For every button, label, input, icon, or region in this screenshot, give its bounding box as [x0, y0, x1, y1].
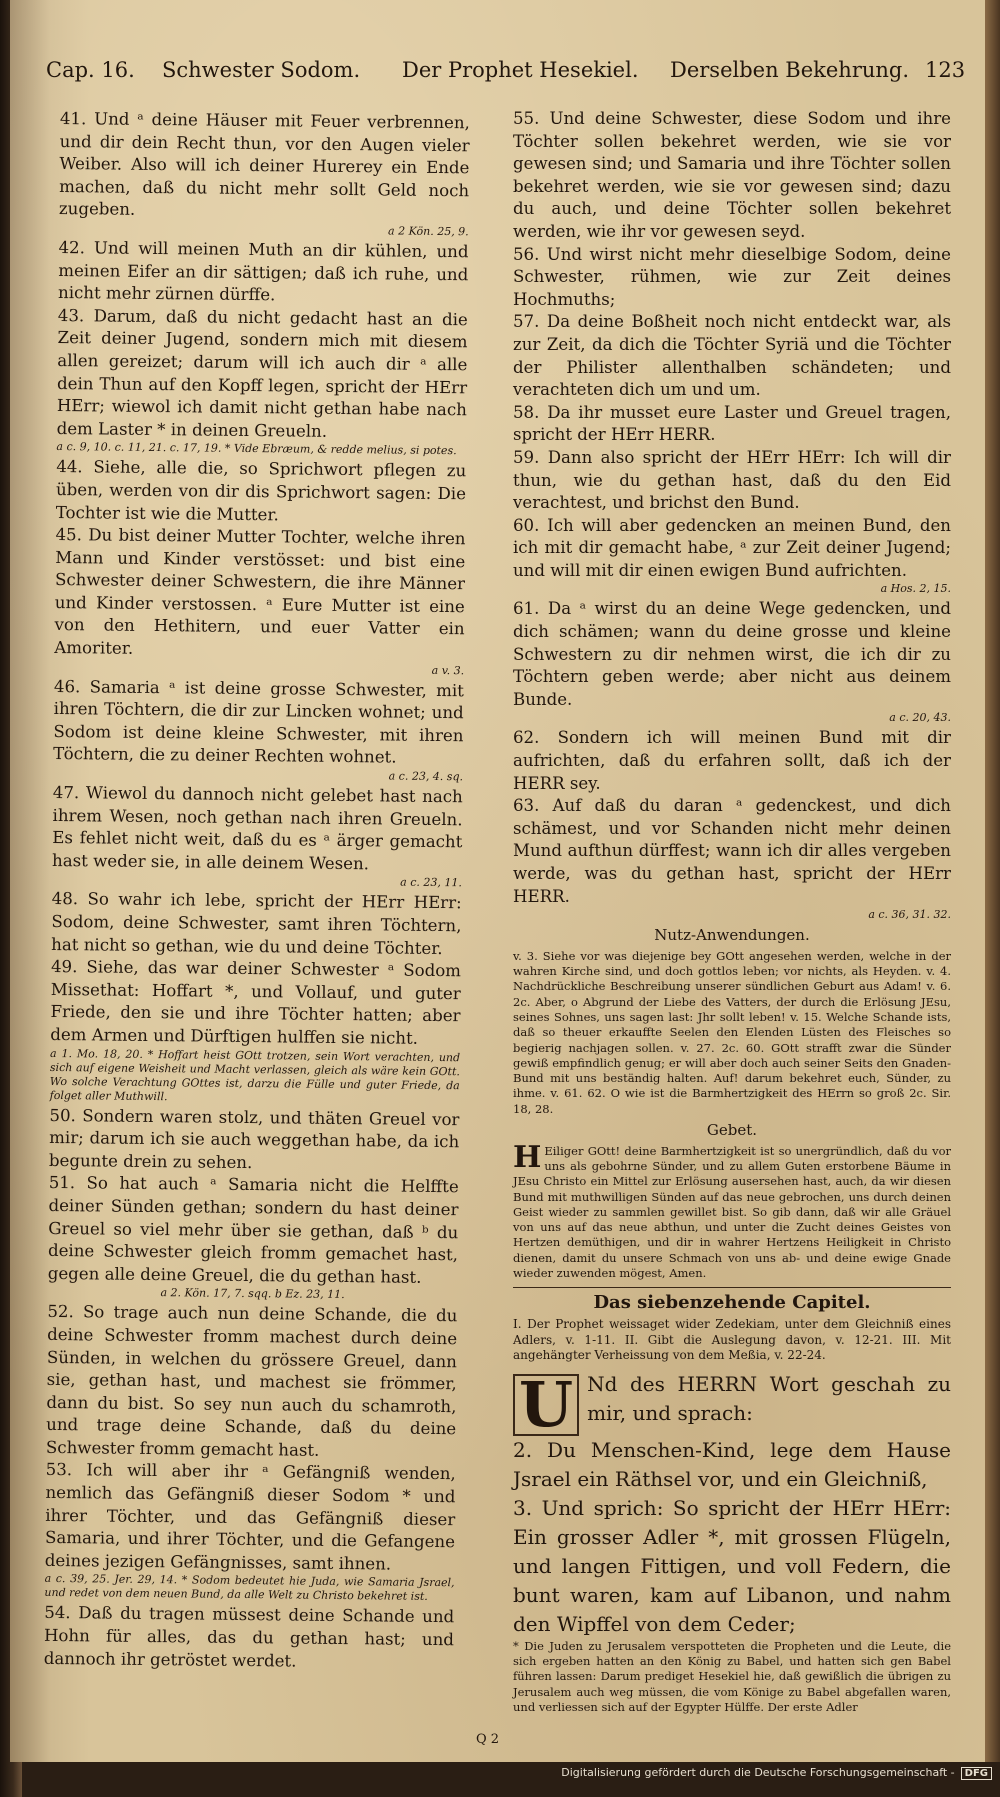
- cross-reference: a c. 9, 10. c. 11, 21. c. 17, 19. * Vide Ebræum, & redde melius, si potes.: [56, 440, 457, 458]
- verse-54: 54. Daß du tragen müssest deine Schande und Hohn für alles, das du gethan hast; und dannoch ihr getröstet werdet.: [43, 1603, 455, 1671]
- signature-mark: Q 2: [476, 1732, 500, 1747]
- verse-62: 62. Sondern ich will meinen Bund mit dir aufrichten, daß du erfahren sollt, daß ich der HERR sey.: [513, 728, 951, 793]
- verse-17-3: 3. Und sprich: So spricht der HErr HErr: Ein grosser Adler *, mit grossen Flügeln, und langen Fittigen, und voll Federn, die bunt waren, kam auf Libanon, und nahm den Wipffel von dem Ceder;: [513, 1495, 951, 1636]
- chapter-17-opening: [513, 1367, 951, 1441]
- page-edge: [985, 0, 1000, 1762]
- verse-55: 55. Und deine Schwester, diese Sodom und ihre Töchter sollen bekehret werden, wie sie vor gewesen sind; und Samaria und ihre Töchter sollen bekehret werden, wie sie vor gewesen sind; dazu du auch, und deine Töchter sollen bekehret werden, wie ihr vor gewesen seyd.: [513, 109, 951, 241]
- running-header: [10, 58, 988, 98]
- chapter-17-summary: I. Der Prophet weissaget wider Zedekiam, unter dem Gleichniß eines Adlers, v. 1-11. II. Gibt die Auslegung davon, v. 12-21. III. Mit angehängter Verheissung von dem Meßia, v. 22-24.: [513, 1316, 951, 1363]
- verse-48: 48. So wahr ich lebe, spricht der HErr HErr: Sodom, deine Schwester, samt ihren Töchtern, hat nicht so gethan, wie du und deine Töchter.: [51, 889, 462, 958]
- verse-17-2: 2. Du Menschen-Kind, lege dem Hause Jsrael ein Räthsel vor, und ein Gleichniß,: [513, 1437, 951, 1491]
- verse-46: 46. Samaria ᵃ ist deine grosse Schwester, mit ihren Töchtern, die dir zur Lincken wohnet; und Sodom ist deine kleine Schwester, mit ihren Töchtern, die zu deiner Rechten wohnet.: [53, 676, 465, 767]
- verse-43: 43. Darum, daß du nicht gedacht hast an die Zeit deiner Jugend, sondern mich mit diesem allen gereizet; darum will ich auch dir ᵃ alle dein Thun auf den Kopff legen, spricht der HErr HErr; wiewol ich damit nicht gethan habe nach dem Laster * in deinen Greueln.: [56, 305, 468, 441]
- verse-63: 63. Auf daß du daran ᵃ gedenckest, und dich schämest, und vor Schanden nicht mehr deinen Mund aufthun dürffest; wann ich dir alles vergeben werde, was du gethan hast, spricht der HErr HERR.: [513, 796, 951, 906]
- verse-41: 41. Und ᵃ deine Häuser mit Feuer verbrennen, und dir dein Recht thun, vor den Augen vieler Weiber. Also will ich deiner Hurerey ein Ende machen, daß du nicht mehr sollt Geld noch zugeben.: [58, 108, 470, 220]
- prayer-text: Eiliger GOtt! deine Barmhertzigkeit ist so unergründlich, daß du vor uns als gebohrne Sünder, und zu allem Guten erstorbene Bäume in JEsu Christo ein Mittel zur Erlösung ausersehen hast, auch, da wir diesen Bund mit muthwilligen Sünden auf das neue gebrochen, uns durch deinen Geist wieder zu sammlen gewillet bist. So gib dann, daß wir alle Gräuel von uns auf das neue abthun, und unter die Zucht deines Geistes von Hertzen demüthigen, und dir in wahrer Hertzens Heiligkeit in Christo dienen, damit du unsere Schmach von uns ab- und deine ewige Gnade wieder zuwenden mögest, Amen.: [513, 1143, 951, 1281]
- prayer-body: [513, 1139, 951, 1282]
- verse-59: 59. Dann also spricht der HErr HErr: Ich will dir thun, wie du gethan hast, daß du den Eid verachtest, und brichst den Bund.: [513, 447, 951, 513]
- footnote: a c. 39, 25. Jer. 29, 14. * Sodom bedeutet hie Juda, wie Samaria Jsrael, und redet von dem neuen Bund, da alle Welt zu Christo bekehret ist.: [44, 1572, 455, 1604]
- header-title-right: Derselben Bekehrung.: [670, 58, 910, 82]
- left-column: [44, 108, 470, 1674]
- cross-reference: a Hos. 2, 15.: [880, 582, 951, 596]
- header-title-center: Der Prophet Hesekiel.: [402, 58, 639, 82]
- cross-reference: a c. 20, 43.: [889, 711, 951, 725]
- verse-49: 49. Siehe, das war deiner Schwester ᵃ Sodom Missethat: Hoffart *, und Vollauf, und guter Friede, den sie und ihre Töchter hatten; aber dem Armen und Dürftigen hulffen sie nicht.: [50, 957, 462, 1048]
- footnote: a 1. Mo. 18, 20. * Hoffart heist GOtt trotzen, sein Wort verachten, und sich auf eigene Weisheit und Macht verlassen, gleich als wäre kein GOtt. Wo solche Verachtung GOttes ist, darzu die Fülle und guter Friede, da folget aller Muthwill.: [49, 1046, 461, 1103]
- digitization-credit: [561, 1766, 992, 1780]
- applications-heading: Nutz-Anwendungen.: [654, 926, 810, 945]
- chapter-initial: U: [513, 1374, 579, 1436]
- verse-60: 60. Ich will aber gedencken an meinen Bund, den ich mit dir gemacht habe, ᵃ zur Zeit deiner Jugend; und will mit dir einen ewigen Bund aufrichten.: [513, 515, 951, 580]
- prayer-heading: Gebet.: [706, 1121, 758, 1140]
- right-column: [513, 108, 951, 1715]
- dfg-logo: DFG: [961, 1767, 992, 1780]
- verse-58: 58. Da ihr musset eure Laster und Greuel tragen, spricht der HErr HERR.: [513, 402, 951, 445]
- cross-reference: a c. 36, 31. 32.: [868, 908, 951, 922]
- verse-56: 56. Und wirst nicht mehr dieselbige Sodom, deine Schwester, rühmen, wie zur Zeit deines Hochmuths;: [513, 244, 951, 309]
- verse-47: 47. Wiewol du dannoch nicht gelebet hast nach ihrem Wesen, noch gethan nach ihren Greueln. Es fehlet nicht weit, daß du es ᵃ ärger gemacht hast weder sie, in alle deinem Wesen.: [52, 782, 463, 874]
- footnote: * Die Juden zu Jerusalem verspotteten die Propheten und die Leute, die sich ergeben hatten an den König zu Babel, und hatten sich gen Babel führen lassen: Darum prediget Hesekiel hie, daß gewißlich die übrigen zu Jerusalem auch weg müssen, die vom Könige zu Babel abgefallen waren, und verliessen sich auf der Egypter Hülffe. Der erste Adler: [513, 1638, 951, 1714]
- verse-51: 51. So hat auch ᵃ Samaria nicht die Helffte deiner Sünden gethan; sondern du hast deiner Greuel so viel mehr über sie gethan, daß ᵇ du deine Schwester gleich fromm gemachet hast, gegen alle deine Greuel, die du gethan hast.: [47, 1173, 459, 1287]
- divider: [513, 1287, 951, 1288]
- verse-50: 50. Sondern waren stolz, und thäten Greuel vor mir; darum ich sie auch weggethan habe, da ich begunte drein zu sehen.: [48, 1105, 460, 1172]
- cross-reference: a c. 23, 11.: [400, 876, 462, 890]
- cross-reference: a 2. Kön. 17, 7. sqq. b Ez. 23, 11.: [160, 1286, 345, 1302]
- cross-reference: a c. 23, 4. sq.: [388, 769, 464, 784]
- verse-17-1: Nd des HERRN Wort geschah zu mir, und sprach:: [587, 1371, 951, 1425]
- verse-52: 52. So trage auch nun deine Schande, die du deine Schwester fromm machest durch deine Sünden, in welchen du grössere Greuel, dann sie, gethan hast, und machest sie frömmer, dann du bist. So sey nun auch du schamroth, und trage deine Schande, daß du deine Schwester fromm gemacht hast.: [45, 1302, 458, 1460]
- verse-53: 53. Ich will aber ihr ᵃ Gefängniß wenden, nemlich das Gefängniß dieser Sodom * und ihrer Töchter, und das Gefängniß dieser Samaria, und ihrer Töchter, und die Gefangene deines jezigen Gefängnisses, samt ihnen.: [44, 1460, 456, 1574]
- header-title-left: Schwester Sodom.: [162, 58, 361, 82]
- cross-reference: a 2 Kön. 25, 9.: [387, 224, 469, 239]
- applications-text: v. 3. Siehe vor was diejenige bey GOtt angesehen werden, welche in der wahren Kirche sind, und doch gottlos leben; vor nichts, als Heyden. v. 4. Nachdrückliche Beschreibung unserer sündlichen Geburt aus Adam! v. 6. 2c. Aber, o Abgrund der Liebe des Vatters, der durch die Erlösung JEsu, seines Sohnes, uns sagen last: Jhr sollt leben! v. 15. Welche Schande ists, daß so theuer erkauffte Seelen den Elenden Lüsten des Fleisches so begierig nachjagen sollen. v. 27. 2c. 60. GOtt strafft zwar die Sünder gewiß empfindlich genug; er will aber doch auch seiner Seits den Gnaden-Bund mit uns beständig halten. Auf! darum bekehret euch, Sünder, zu ihme. v. 61. 62. O wie ist die Barmhertzigkeit des HErrn so groß 2c. Sir. 18, 28.: [513, 948, 951, 1116]
- credit-text: Digitalisierung gefördert durch die Deutsche Forschungsgemeinschaft -: [561, 1766, 955, 1779]
- verse-42: 42. Und will meinen Muth an dir kühlen, und meinen Eifer an dir sättigen; daß ich ruhe, und nicht mehr zürnen dürffe.: [57, 237, 469, 305]
- chapter-label: Cap. 16.: [46, 58, 135, 82]
- cross-reference: a v. 3.: [431, 663, 465, 677]
- page-number: 123: [925, 58, 966, 82]
- prayer-initial: H: [513, 1139, 542, 1175]
- book-page: [10, 0, 988, 1762]
- verse-44: 44. Siehe, alle die, so Sprichwort pflegen zu üben, werden von dir dis Sprichwort sagen: Die Tochter ist wie die Mutter.: [55, 457, 467, 524]
- chapter-17-heading: Das siebenzehende Capitel.: [593, 1292, 871, 1314]
- verse-45: 45. Du bist deiner Mutter Tochter, welche ihren Mann und Kinder verstösset: und bist eine Schwester deiner Schwestern, die ihre Männer und Kinder verstossen. ᵃ Eure Mutter ist eine von den Hethitern, und euer Vatter ein Amoriter.: [54, 525, 466, 658]
- verse-61: 61. Da ᵃ wirst du an deine Wege gedencken, und dich schämen; wann du deine grosse und kleine Schwestern zu dir nehmen wirst, die ich dir zu Töchtern geben werde; aber nicht aus deinem Bunde.: [513, 599, 951, 709]
- verse-57: 57. Da deine Boßheit noch nicht entdeckt war, als zur Zeit, da dich die Töchter Syriä und die Töchter der Philister allenthalben schändeten; und verachteten dich um und um.: [513, 312, 951, 400]
